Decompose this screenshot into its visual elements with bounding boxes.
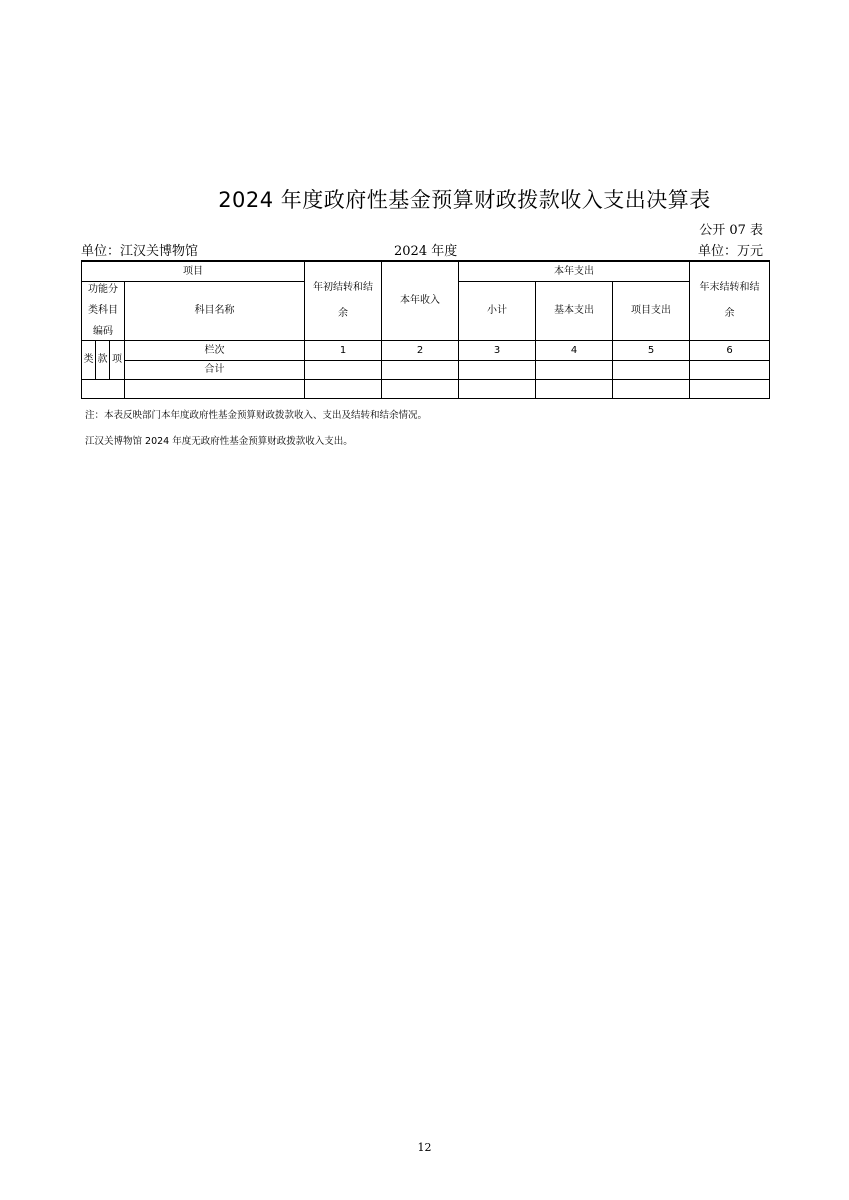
total-cell-5 xyxy=(613,360,690,379)
empty-cell-4 xyxy=(536,379,613,398)
row-label-total: 合计 xyxy=(125,360,305,379)
currency-unit: 单位：万元 xyxy=(697,244,763,259)
header-end-balance-line2: 余 xyxy=(724,308,735,320)
header-xiang: 项 xyxy=(110,340,125,379)
col-number-6: 6 xyxy=(690,340,770,360)
empty-cell-6 xyxy=(690,379,770,398)
header-begin-balance-line2: 余 xyxy=(338,308,348,320)
col-number-3: 3 xyxy=(459,340,536,360)
page-number: 12 xyxy=(417,1141,432,1154)
header-project-expense: 项目支出 xyxy=(613,281,690,340)
col-number-5: 5 xyxy=(613,340,690,360)
header-subject-name: 科目名称 xyxy=(125,281,305,340)
header-end-balance-line1: 年末结转和结 xyxy=(699,282,760,294)
header-lei: 类 xyxy=(82,340,96,379)
empty-cell-5 xyxy=(613,379,690,398)
total-cell-1 xyxy=(305,360,382,379)
report-year: 2024 年度 xyxy=(394,244,458,259)
total-cell-3 xyxy=(459,360,536,379)
header-func-code xyxy=(82,281,125,340)
fund-budget-table xyxy=(81,260,770,399)
table-note: 注：本表反映部门本年度政府性基金预算财政拨款收入、支出及结转和结余情况。 xyxy=(85,410,428,421)
no-data-note: 江汉关博物馆 2024 年度无政府性基金预算财政拨款收入支出。 xyxy=(85,436,353,447)
reporting-unit: 单位：江汉关博物馆 xyxy=(81,244,199,259)
total-cell-6 xyxy=(690,360,770,379)
empty-cell-2 xyxy=(382,379,459,398)
header-project: 项目 xyxy=(82,261,305,281)
empty-cell-1 xyxy=(305,379,382,398)
report-title: 2024 年度政府性基金预算财政拨款收入支出决算表 xyxy=(218,188,711,212)
form-number: 公开 07 表 xyxy=(699,223,763,238)
total-cell-2 xyxy=(382,360,459,379)
empty-code-cell xyxy=(82,379,125,398)
header-func-code-line1: 功能分 xyxy=(88,284,118,295)
empty-name-cell xyxy=(125,379,305,398)
header-subtotal: 小计 xyxy=(459,281,536,340)
col-number-2: 2 xyxy=(382,340,459,360)
empty-cell-3 xyxy=(459,379,536,398)
row-label-col-no: 栏次 xyxy=(125,340,305,360)
total-cell-4 xyxy=(536,360,613,379)
col-number-4: 4 xyxy=(536,340,613,360)
header-income: 本年收入 xyxy=(382,261,459,340)
header-begin-balance xyxy=(305,261,382,340)
header-kuan: 款 xyxy=(96,340,110,379)
header-expense: 本年支出 xyxy=(459,261,690,281)
header-end-balance xyxy=(690,261,770,340)
col-number-1: 1 xyxy=(305,340,382,360)
header-func-code-line2: 类科目 xyxy=(88,305,118,316)
header-basic-expense: 基本支出 xyxy=(536,281,613,340)
header-func-code-line3: 编码 xyxy=(93,326,113,337)
header-begin-balance-line1: 年初结转和结 xyxy=(313,282,373,294)
